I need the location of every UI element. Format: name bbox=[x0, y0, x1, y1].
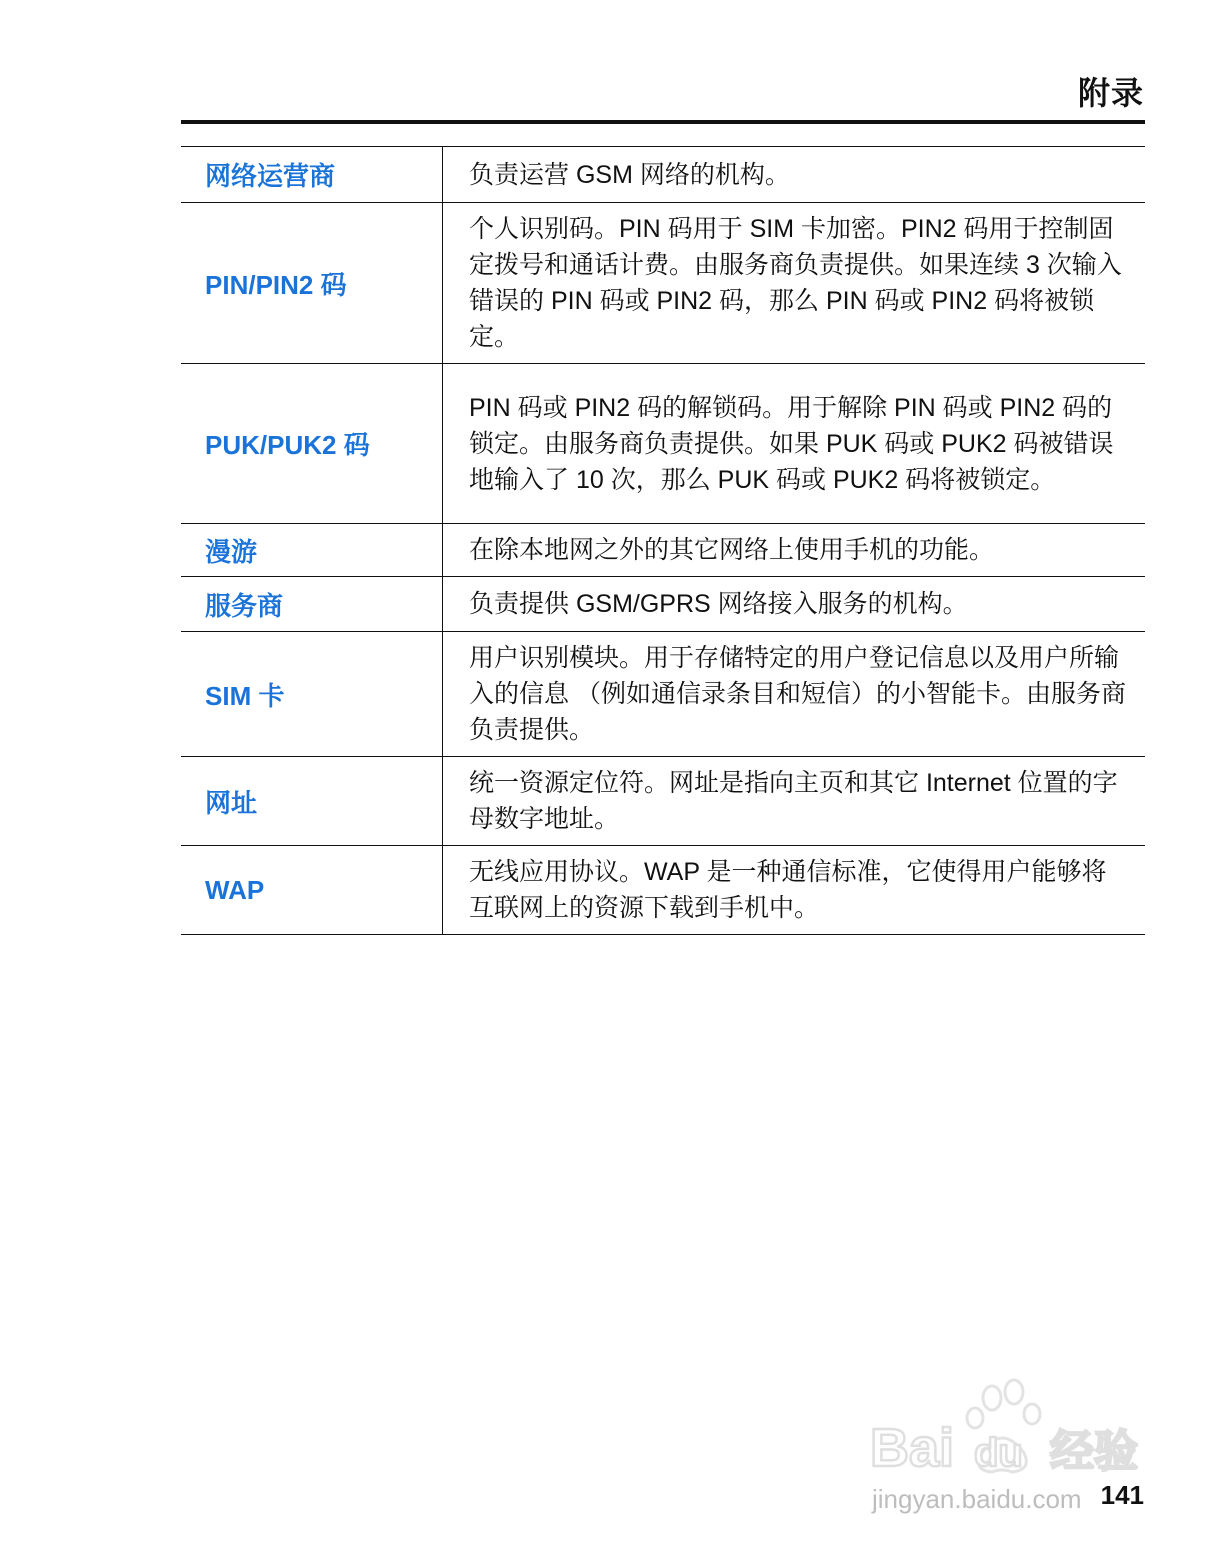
page-number: 141 bbox=[1100, 1480, 1144, 1510]
glossary-definition: 统一资源定位符。网址是指向主页和其它 Internet 位置的字母数字地址。 bbox=[443, 757, 1146, 846]
glossary-definition: 个人识别码。PIN 码用于 SIM 卡加密。PIN2 码用于控制固定拨号和通话计费。由服务商负责提供。如果连续 3 次输入错误的 PIN 码或 PIN2 码，那么 PIN 码或 PIN2 码将被锁定。 bbox=[443, 203, 1146, 364]
table-row bbox=[181, 757, 1145, 846]
table-row bbox=[181, 846, 1145, 935]
table-row bbox=[181, 632, 1145, 757]
glossary-term: PUK/PUK2 码 bbox=[181, 364, 443, 524]
glossary-term: 漫游 bbox=[181, 524, 443, 577]
glossary-definition: PIN 码或 PIN2 码的解锁码。用于解除 PIN 码或 PIN2 码的锁定。由服务商负责提供。如果 PUK 码或 PUK2 码被错误地输入了 10 次，那么 PUK 码或 PUK2 码将被锁定。 bbox=[443, 364, 1146, 524]
svg-text:du: du bbox=[974, 1431, 1023, 1475]
svg-text:经验: 经验 bbox=[1050, 1426, 1138, 1477]
glossary-definition: 负责提供 GSM/GPRS 网络接入服务的机构。 bbox=[443, 577, 1146, 632]
table-row bbox=[181, 364, 1145, 524]
glossary-definition: 用户识别模块。用于存储特定的用户登记信息以及用户所输入的信息 （例如通信录条目和短信）的小智能卡。由服务商负责提供。 bbox=[443, 632, 1146, 757]
table-row bbox=[181, 577, 1145, 632]
glossary-definition: 负责运营 GSM 网络的机构。 bbox=[443, 147, 1146, 203]
glossary-definition: 在除本地网之外的其它网络上使用手机的功能。 bbox=[443, 524, 1146, 577]
table-row bbox=[181, 203, 1145, 364]
page-header-title: 附录 bbox=[1077, 74, 1144, 112]
glossary-term: PIN/PIN2 码 bbox=[181, 203, 443, 364]
glossary-definition: 无线应用协议。WAP 是一种通信标准，它使得用户能够将互联网上的资源下载到手机中。 bbox=[443, 846, 1146, 935]
table-row bbox=[181, 524, 1145, 577]
glossary-term: SIM 卡 bbox=[181, 632, 443, 757]
glossary-term: 网络运营商 bbox=[181, 147, 443, 203]
table-row bbox=[181, 147, 1145, 203]
svg-text:Bai: Bai bbox=[870, 1418, 955, 1478]
glossary-term: 网址 bbox=[181, 757, 443, 846]
glossary-term: 服务商 bbox=[181, 577, 443, 632]
header-rule bbox=[181, 120, 1145, 124]
glossary-table bbox=[181, 146, 1145, 935]
glossary-term: WAP bbox=[181, 846, 443, 935]
watermark-url: jingyan.baidu.com bbox=[872, 1484, 1082, 1514]
